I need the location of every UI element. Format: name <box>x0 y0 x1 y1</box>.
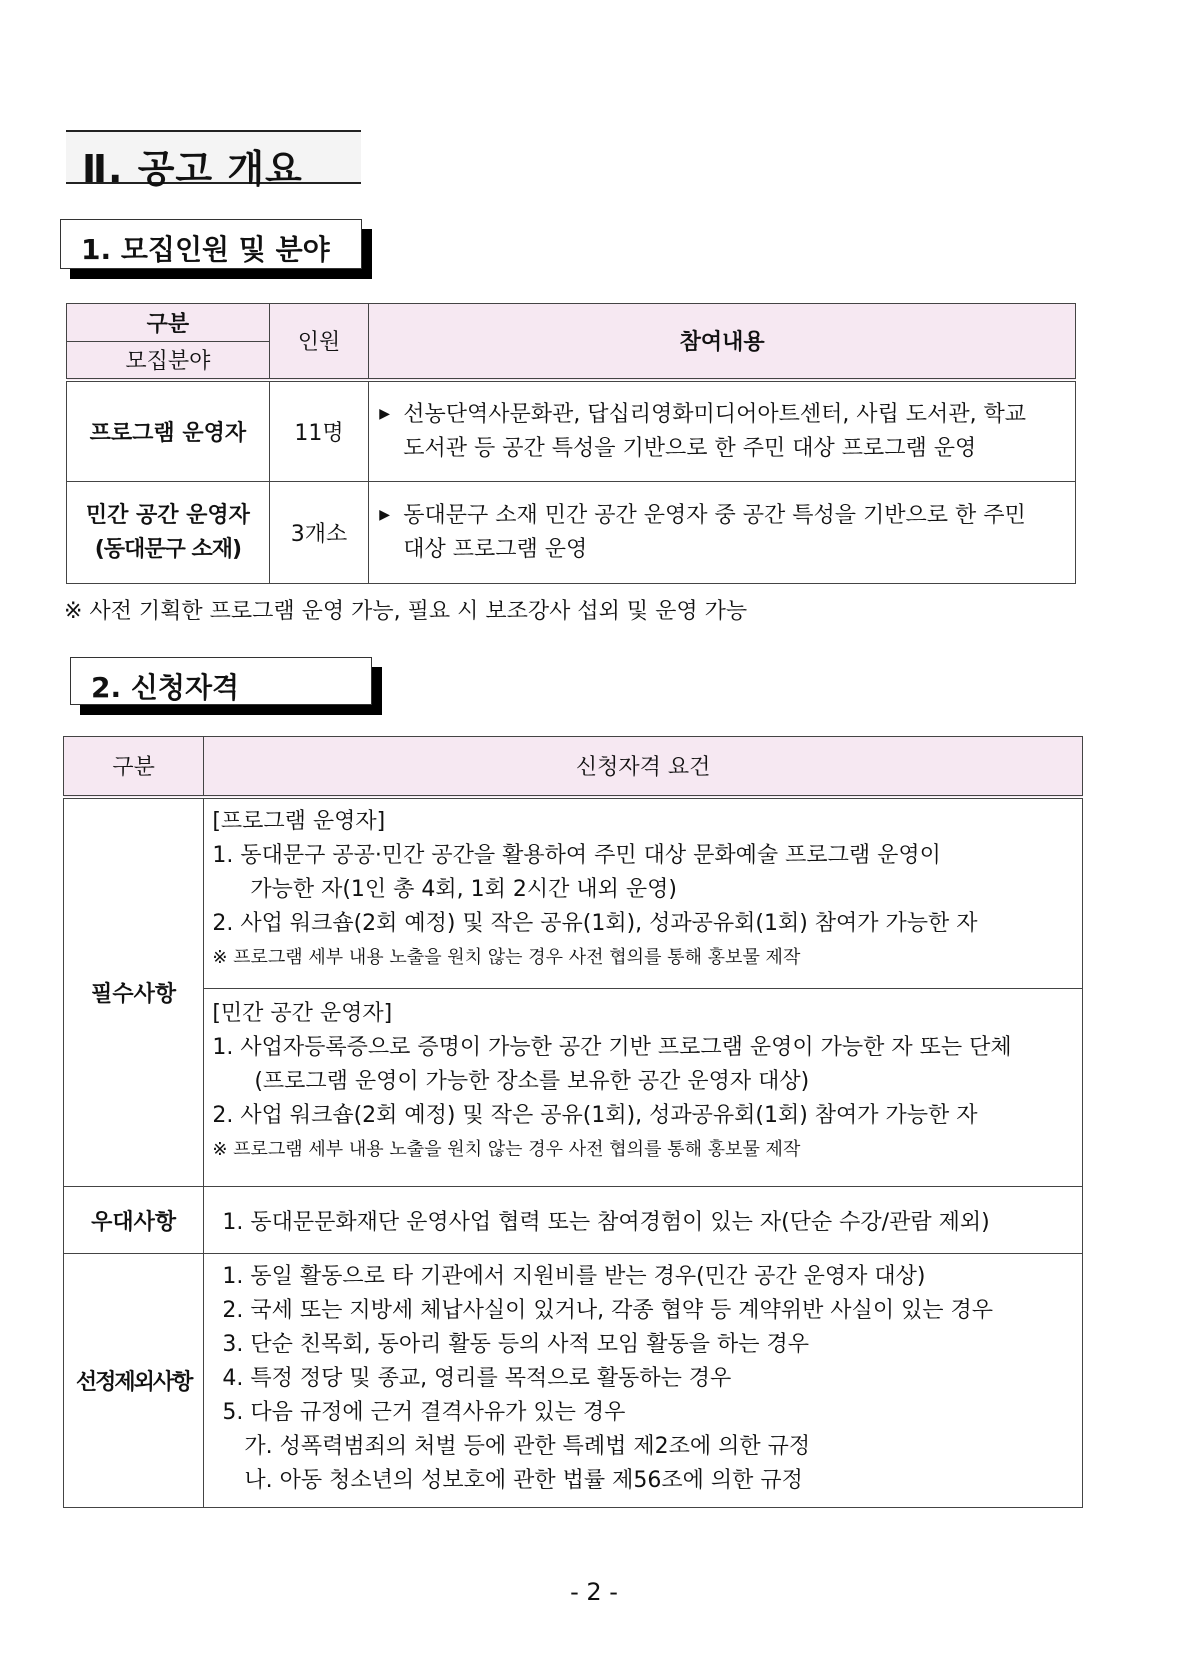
content-program-operator: ▶ 선농단역사문화관, 답십리영화미디어아트센터, 사립 도서관, 학교 도서관 등 공간 특성을 기반으로 한 주민 대상 프로그램 운영 <box>369 380 1076 482</box>
list-item: 5. 다음 규정에 근거 결격사유가 있는 경우 <box>222 1400 626 1425</box>
table-row <box>64 797 1083 989</box>
list-item: 2. 국세 또는 지방세 체납사실이 있거나, 각종 협약 등 계약위반 사실이 있는 경우 <box>222 1298 994 1323</box>
list-item: 가. 성폭력범죄의 처벌 등에 관한 특례법 제2조에 의한 규정 <box>244 1434 811 1459</box>
preference-label: 우대사항 <box>64 1187 204 1254</box>
table-header-row <box>67 304 1076 342</box>
space-operator-title: [민간 공간 운영자] <box>212 1001 393 1026</box>
eligibility-table <box>63 736 1083 1508</box>
list-item: 3. 단순 친목회, 동아리 활동 등의 사적 모임 활동을 하는 경우 <box>222 1332 810 1357</box>
header-category-bottom: 모집분야 <box>67 342 270 380</box>
header-count: 인원 <box>269 304 369 380</box>
table-row <box>67 482 1076 584</box>
header-requirements: 신청자격 요건 <box>204 737 1083 797</box>
preference-item: 1. 동대문문화재단 운영사업 협력 또는 참여경험이 있는 자(단순 수강/관람 제외) <box>204 1187 1083 1254</box>
table-row <box>64 1187 1083 1254</box>
triangle-bullet-icon: ▶ <box>379 405 391 422</box>
triangle-bullet-icon: ▶ <box>379 507 391 523</box>
field-space-operator: 민간 공간 운영자 (동대문구 소재) <box>67 482 270 584</box>
section1-title: 1. 모집인원 및 분야 <box>81 233 330 266</box>
header-category-top: 구분 <box>67 304 270 342</box>
exclusion-items <box>204 1254 1083 1508</box>
exclusion-label: 선정제외사항 <box>64 1254 204 1508</box>
header-content: 참여내용 <box>369 304 1076 380</box>
section1-footnote: ※ 사전 기획한 프로그램 운영 가능, 필요 시 보조강사 섭외 및 운영 가능 <box>64 599 748 624</box>
content-space-operator: ▶ 동대문구 소재 민간 공간 운영자 중 공간 특성을 기반으로 한 주민 대상 프로그램 운영 <box>369 482 1076 584</box>
count-program-operator: 11명 <box>269 380 369 482</box>
list-item: 1. 동일 활동으로 타 기관에서 지원비를 받는 경우(민간 공간 운영자 대상) <box>222 1264 926 1289</box>
section1-heading <box>60 219 362 269</box>
space-operator-requirements: [민간 공간 운영자] 1. 사업자등록증으로 증명이 가능한 공간 기반 프로그램 운영이 가능한 자 또는 단체 (프로그램 운영이 가능한 장소를 보유한 공간 운영자 대상) 2. 사업 워크숍(2회 예정) 및 작은 공유(1회), 성과공유회(1회) 참여가 가능한 자 ※ 프로그램 세부 내용 노출을 원치 않는 경우 사전 협의를 통해 홍보물 제작 <box>204 989 1083 1187</box>
table-row <box>64 1254 1083 1508</box>
section2-title: 2. 신청자격 <box>91 671 240 704</box>
header-category: 구분 <box>64 737 204 797</box>
chapter-title: Ⅱ. 공고 개요 <box>82 147 303 191</box>
chapter-title-box <box>66 130 361 191</box>
section2-heading <box>70 657 372 705</box>
recruitment-table <box>66 303 1076 584</box>
table-row <box>67 380 1076 482</box>
program-operator-requirements: [프로그램 운영자] 1. 동대문구 공공·민간 공간을 활용하여 주민 대상 문화예술 프로그램 운영이 가능한 자(1인 총 4회, 1회 2시간 내외 운영) 2. 사업 워크숍(2회 예정) 및 작은 공유(1회), 성과공유회(1회) 참여가 가능한 자 ※ 프로그램 세부 내용 노출을 원치 않는 경우 사전 협의를 통해 홍보물 제작 <box>204 797 1083 989</box>
list-item: 나. 아동 청소년의 성보호에 관한 법률 제56조에 의한 규정 <box>244 1468 803 1493</box>
page-number: - 2 - <box>570 1578 618 1606</box>
count-space-operator: 3개소 <box>269 482 369 584</box>
list-item: 4. 특정 정당 및 종교, 영리를 목적으로 활동하는 경우 <box>222 1366 732 1391</box>
table-row <box>64 989 1083 1187</box>
table-header-row <box>64 737 1083 797</box>
program-operator-title: [프로그램 운영자] <box>212 808 386 834</box>
field-program-operator: 프로그램 운영자 <box>67 380 270 482</box>
required-label: 필수사항 <box>64 797 204 1187</box>
